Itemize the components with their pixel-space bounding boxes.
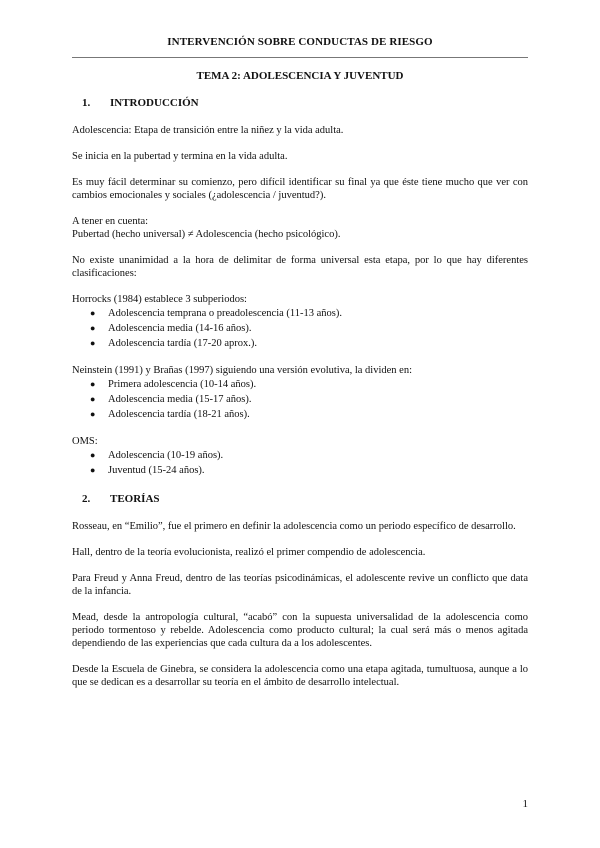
paragraph: Pubertad (hecho universal) ≠ Adolescencia (hecho psicológico). (72, 229, 341, 240)
document-subtitle: TEMA 2: ADOLESCENCIA Y JUVENTUD (196, 70, 404, 82)
paragraph: Adolescencia: Etapa de transición entre la niñez y la vida adulta. (72, 125, 344, 136)
list-item: ● Adolescencia media (14-16 años). (90, 323, 252, 334)
paragraph: Rosseau, en “Emilio”, fue el primero en definir la adolescencia como un periodo específico de desarrollo. (72, 521, 516, 532)
list-item: ● Adolescencia tardía (18-21 años). (90, 409, 250, 420)
section-heading-teorias (72, 491, 528, 507)
header-divider (72, 57, 528, 58)
bullet-icon: ● (90, 323, 96, 333)
paragraph: Hall, dentro de la teoría evolucionista, realizó el primer compendio de adolescencia. (72, 547, 426, 558)
document-header-title: INTERVENCIÓN SOBRE CONDUCTAS DE RIESGO (167, 36, 433, 48)
bullet-icon: ● (90, 465, 96, 475)
list-horrocks (72, 306, 528, 351)
paragraph: OMS: (72, 436, 98, 447)
list-neinstein (72, 377, 528, 422)
page-number: 1 (522, 798, 528, 810)
paragraph: Mead, desde la antropología cultural, “acabó” con la supuesta universalidad de la adolescencia como periodo tormentoso y rebelde. Adolescencia como producto cultural; la cual será más o menos agitada dependiendo de las experiencias que cada cultura da a los adolescentes. (72, 612, 528, 649)
bullet-icon: ● (90, 308, 96, 318)
list-item: ● Adolescencia (10-19 años). (90, 450, 224, 461)
section-heading-introduccion (72, 95, 528, 111)
paragraph: Desde la Escuela de Ginebra, se considera la adolescencia como una etapa agitada, tumultuosa, aunque a lo que se dedican es a desarrollar su teoría en el ámbito de desarrollo intelectual. (72, 664, 528, 688)
bullet-icon: ● (90, 450, 96, 460)
section-number: 2. (82, 492, 91, 505)
paragraph: Se inicia en la pubertad y termina en la vida adulta. (72, 151, 288, 162)
paragraph: Horrocks (1984) establece 3 subperiodos: (72, 294, 247, 305)
list-item: ● Juventud (15-24 años). (90, 465, 205, 476)
paragraph: No existe unanimidad a la hora de delimitar de forma universal esta etapa, por lo que hay diferentes clasificaciones: (72, 255, 528, 279)
list-item: ● Adolescencia media (15-17 años). (90, 394, 252, 405)
bullet-icon: ● (90, 394, 96, 404)
paragraph: Para Freud y Anna Freud, dentro de las teorías psicodinámicas, el adolescente revive un conflicto que data de la infancia. (72, 573, 528, 597)
paragraph: A tener en cuenta: (72, 216, 149, 227)
section-number: 1. (82, 96, 91, 109)
list-item: ● Primera adolescencia (10-14 años). (90, 379, 257, 390)
bullet-icon: ● (90, 409, 96, 419)
list-item: ● Adolescencia tardía (17-20 aprox.). (90, 338, 257, 349)
paragraph: Neinstein (1991) y Brañas (1997) siguiendo una versión evolutiva, la dividen en: (72, 365, 413, 376)
section-title: TEORÍAS (110, 492, 160, 505)
bullet-icon: ● (90, 338, 96, 348)
section-title: INTRODUCCIÓN (110, 96, 199, 109)
document-body (72, 95, 528, 689)
bullet-icon: ● (90, 379, 96, 389)
paragraph: Es muy fácil determinar su comienzo, pero difícil identificar su final ya que éste tiene mucho que ver con cambios emocionales y sociales (¿adolescencia / juventud?). (72, 177, 528, 201)
list-oms (72, 448, 528, 478)
list-item: ● Adolescencia temprana o preadolescencia (11-13 años). (90, 308, 343, 319)
